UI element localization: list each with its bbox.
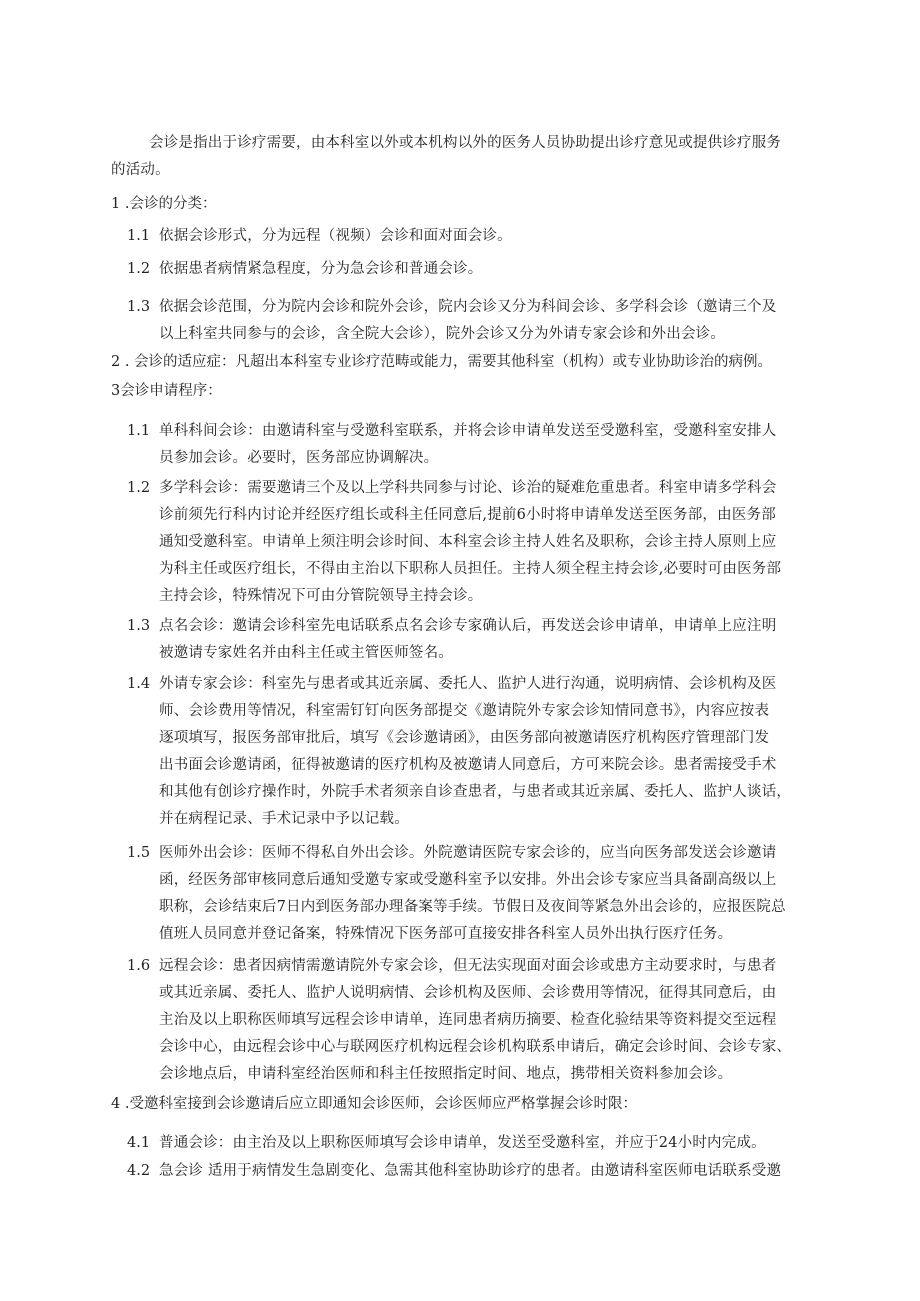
item-line: 和其他有创诊疗操作时，外院手术者须亲自诊查患者，与患者或其近亲属、委托人、监护人谈话， [159, 784, 792, 800]
item-line: 多学科会诊：需要邀请三个及以上学科共同参与讨论、诊治的疑难危重患者。科室申请多学科会 [159, 480, 777, 496]
item-line: 值班人员同意并登记备案，特殊情况下医务部可直接安排各科室人员外出执行医疗任务。 [159, 926, 733, 942]
item-number: 4.2 [127, 1163, 151, 1179]
item-line: 会诊中心，由远程会诊中心与联网医疗机构远程会诊机构联系申请后，确定会诊时间、会诊专家、 [159, 1039, 792, 1055]
item-number: 1.3 [127, 618, 151, 634]
item-line: 通知受邀科室。申请单上须注明会诊时间、本科室会诊主持人姓名及职称，会诊主持人原则上应 [159, 534, 777, 550]
item-line: 职称，会诊结束后7日内到医务部办理备案等手续。节假日及夜间等紧急外出会诊的，应报医院总 [159, 899, 786, 915]
item-line: 以上科室共同参与的会诊，含全院大会诊），院外会诊又分为外请专家会诊和外出会诊。 [159, 326, 726, 342]
item-number: 4.1 [127, 1135, 151, 1151]
section-2-title: 2 . 会诊的适应症：凡超出本科室专业诊疗范畴或能力，需要其他科室（机构）或专业协助诊治的病例。 [111, 354, 773, 370]
item-line: 为科主任或医疗组长，不得由主治以下职称人员担任。主持人须全程主持会诊,必要时可由医务部 [159, 561, 782, 577]
intro-line-1: 会诊是指出于诊疗需要，由本科室以外或本机构以外的医务人员协助提出诊疗意见或提供诊疗服务 [149, 135, 782, 151]
item-line: 并在病程记录、手术记录中予以记载。 [159, 811, 409, 827]
item-number: 1.2 [127, 480, 151, 496]
item-line: 诊前须先行科内讨论并经医疗组长或科主任同意后,提前6小时将申请单发送至医务部，由医务部 [159, 507, 776, 523]
item-line: 普通会诊：由主治及以上职称医师填写会诊申请单，发送至受邀科室，并应于24小时内完成。 [159, 1135, 766, 1151]
item-number: 1.5 [127, 845, 151, 861]
item-number: 1.4 [127, 676, 151, 692]
item-line: 远程会诊：患者因病情需邀请院外专家会诊，但无法实现面对面会诊或患方主动要求时，与患者 [159, 958, 777, 974]
intro-line-2: 的活动。 [111, 162, 170, 178]
item-line: 急会诊 适用于病情发生急剧变化、急需其他科室协助诊疗的患者。由邀请科室医师电话联系受邀 [159, 1163, 782, 1179]
item-line: 点名会诊：邀请会诊科室先电话联系点名会诊专家确认后，再发送会诊申请单，申请单上应注明 [159, 618, 777, 634]
item-number: 1.3 [127, 299, 151, 315]
item-line: 依据患者病情紧急程度，分为急会诊和普通会诊。 [159, 261, 483, 277]
section-4-title: 4 .受邀科室接到会诊邀请后应立即通知会诊医师，会诊医师应严格掌握会诊时限： [111, 1096, 637, 1112]
item-number: 1.1 [127, 228, 151, 244]
item-number: 1.6 [127, 958, 151, 974]
item-line: 会诊地点后，申请科室经治医师和科主任按照指定时间、地点，携带相关资料参加会诊。 [159, 1066, 733, 1082]
item-line: 或其近亲属、委托人、监护人说明病情、会诊机构及医师、会诊费用等情况，征得其同意后，由 [159, 985, 777, 1001]
item-line: 师、会诊费用等情况，科室需钉钉向医务部提交《邀请院外专家会诊知情同意书》，内容应按表 [159, 703, 770, 719]
item-line: 主持会诊，特殊情况下可由分管院领导主持会诊。 [159, 588, 483, 604]
item-line: 被邀请专家姓名并由科主任或主管医师签名。 [159, 645, 453, 661]
item-number: 1.1 [127, 423, 151, 439]
section-3-title: 3会诊申请程序： [111, 383, 222, 399]
item-line: 主治及以上职称医师填写远程会诊申请单，连同患者病历摘要、检查化验结果等资料提交至远程 [159, 1012, 777, 1028]
item-number: 1.2 [127, 261, 151, 277]
item-line: 函，经医务部审核同意后通知受邀专家或受邀科室予以安排。外出会诊专家应当具备副高级以上 [159, 872, 777, 888]
item-line: 员参加会诊。必要时，医务部应协调解决。 [159, 450, 439, 466]
item-line: 医师外出会诊：医师不得私自外出会诊。外院邀请医院专家会诊的，应当向医务部发送会诊邀请 [159, 845, 777, 861]
item-line: 依据会诊范围，分为院内会诊和院外会诊，院内会诊又分为科间会诊、多学科会诊（邀请三个及 [159, 299, 777, 315]
item-line: 出书面会诊邀请函，征得被邀请的医疗机构及被邀请人同意后，方可来院会诊。患者需接受手术 [159, 757, 777, 773]
item-line: 外请专家会诊：科室先与患者或其近亲属、委托人、监护人进行沟通，说明病情、会诊机构及医 [159, 676, 777, 692]
item-line: 单科科间会诊：由邀请科室与受邀科室联系，并将会诊申请单发送至受邀科室，受邀科室安排人 [159, 423, 777, 439]
section-1-title: 1 .会诊的分类： [111, 196, 217, 212]
item-line: 依据会诊形式，分为远程（视频）会诊和面对面会诊。 [159, 228, 512, 244]
item-line: 逐项填写，报医务部审批后，填写《会诊邀请函》，由医务部向被邀请医疗机构医疗管理部门发 [159, 730, 770, 746]
